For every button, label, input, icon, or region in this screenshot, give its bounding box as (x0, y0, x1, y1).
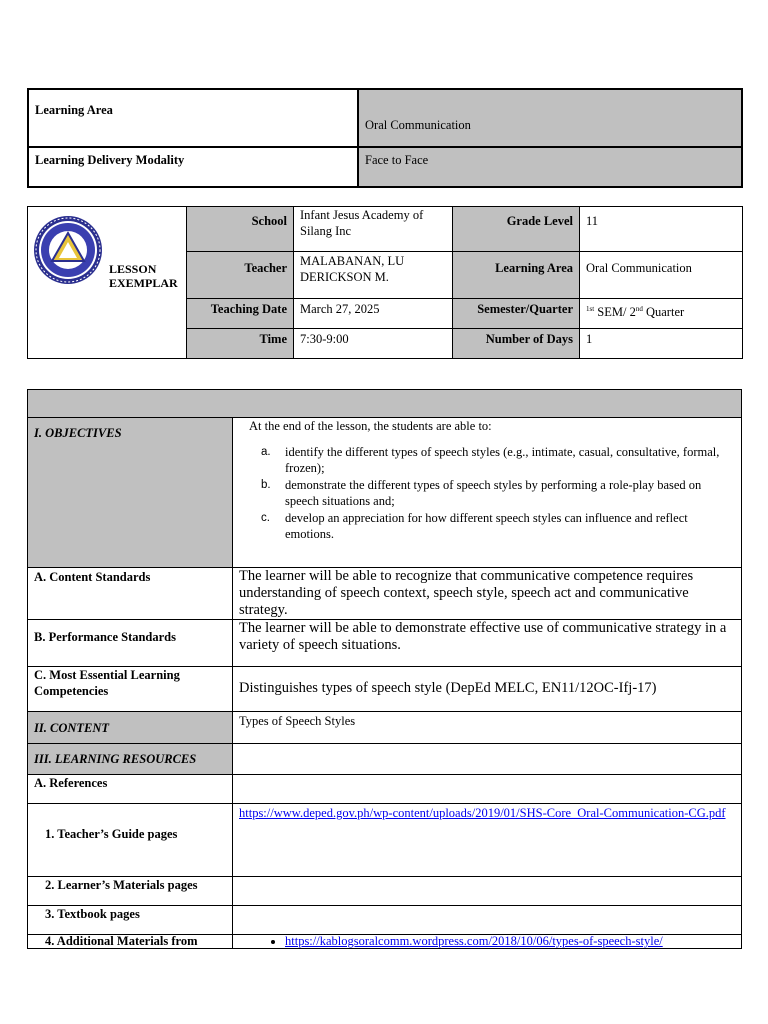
learning-resources-label: III. LEARNING RESOURCES (28, 744, 233, 775)
time-label: Time (187, 329, 294, 359)
semester-quarter-value: $^{1st}$ SEM/ 2nd Quarter (580, 299, 743, 329)
performance-standards-label: B. Performance Standards (28, 620, 233, 667)
objectives-list (249, 444, 733, 542)
content-standards-value: The learner will be able to recognize that communicative competence requires understanding of speech context, speech style, speech act and communicative strategy. (233, 568, 742, 620)
lesson-header-row (28, 390, 742, 418)
lesson-exemplar-label: LESSON EXEMPLAR (109, 262, 178, 290)
teachers-guide-value (233, 804, 742, 877)
melc-label: C. Most Essential Learning Competencies (28, 667, 233, 712)
learning-area-table (27, 88, 743, 188)
delivery-modality-label: Learning Delivery Modality (28, 147, 358, 187)
references-label: A. References (28, 775, 233, 804)
teacher-label: Teacher (187, 252, 294, 299)
references-value (233, 775, 742, 804)
content-value: Types of Speech Styles (233, 712, 742, 744)
school-logo-cell (28, 207, 187, 359)
melc-value: Distinguishes types of speech style (DepEd MELC, EN11/12OC-Ifj-17) (233, 667, 742, 712)
teacher-value: MALABANAN, LU DERICKSON M. (294, 252, 453, 299)
time-value: 7:30-9:00 (294, 329, 453, 359)
additional-materials-link[interactable]: https://kablogsoralcomm.wordpress.com/2018/10/06/types-of-speech-style/ (285, 934, 663, 948)
objective-item: c. develop an appreciation for how different speech styles can influence and reflect emotions. (261, 511, 688, 541)
learning-resources-value (233, 744, 742, 775)
teachers-guide-label: 1. Teacher’s Guide pages (28, 804, 233, 877)
number-of-days-label: Number of Days (453, 329, 580, 359)
objective-item: a. identify the different types of speech styles (e.g., intimate, casual, consultative, formal, frozen); (261, 445, 720, 475)
delivery-modality-value: Face to Face (358, 147, 742, 187)
additional-materials-list (239, 935, 735, 948)
textbook-pages-label: 3. Textbook pages (28, 906, 233, 935)
objectives-cell (233, 418, 742, 568)
school-value: Infant Jesus Academy of Silang Inc (294, 207, 453, 252)
learning-area-value: Oral Communication (358, 89, 742, 147)
content-label: II. CONTENT (28, 712, 233, 744)
semester-quarter-label: Semester/Quarter (453, 299, 580, 329)
number-of-days-value: 1 (580, 329, 743, 359)
school-label: School (187, 207, 294, 252)
textbook-pages-value (233, 906, 742, 935)
info-learning-area-value: Oral Communication (580, 252, 743, 299)
grade-level-value: 11 (580, 207, 743, 252)
teachers-guide-link[interactable]: https://www.deped.gov.ph/wp-content/uploads/2019/01/SHS-Core_Oral-Communication-CG.pdf (239, 806, 726, 820)
teaching-date-label: Teaching Date (187, 299, 294, 329)
school-seal-icon (32, 215, 104, 285)
lesson-plan-table (27, 389, 742, 949)
info-learning-area-label: Learning Area (453, 252, 580, 299)
objectives-intro: At the end of the lesson, the students are able to: (249, 419, 492, 433)
content-standards-label: A. Content Standards (28, 568, 233, 620)
teaching-date-value: March 27, 2025 (294, 299, 453, 329)
learners-materials-value (233, 877, 742, 906)
learners-materials-label: 2. Learner’s Materials pages (28, 877, 233, 906)
performance-standards-value: The learner will be able to demonstrate effective use of communicative strategy in a variety of speech situations. (233, 620, 742, 667)
additional-materials-value (233, 935, 742, 949)
objective-item: b. demonstrate the different types of speech styles by performing a role-play based on speech situations and; (261, 478, 702, 508)
objectives-label: I. OBJECTIVES (28, 418, 233, 568)
additional-materials-label: 4. Additional Materials from (28, 935, 233, 949)
learning-area-label: Learning Area (28, 89, 358, 147)
grade-level-label: Grade Level (453, 207, 580, 252)
lesson-info-table (27, 206, 743, 359)
list-item (285, 935, 735, 948)
